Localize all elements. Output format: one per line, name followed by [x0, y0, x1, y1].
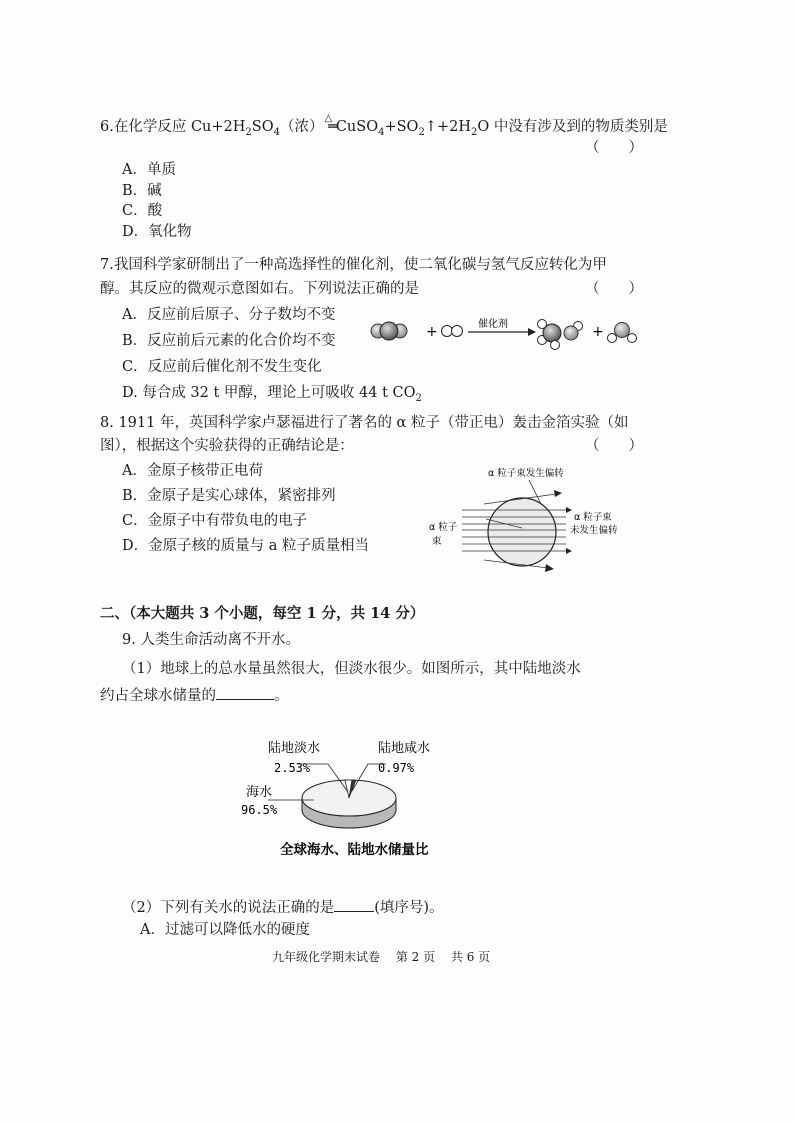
rutherford-figure	[424, 464, 654, 584]
gold-atom	[488, 498, 556, 566]
q8-option-d: D．金原子核的质量与 a 粒子质量相当	[122, 538, 369, 554]
q6-stem: 6.在化学反应 $Cu+2H_2SO_4$（浓） △ $═CuSO_4+SO_2↑+2H_2O$ 中没有涉及到的物质类别是	[100, 117, 668, 139]
q6-option-b: B．碱	[122, 183, 162, 199]
q8-option-c: C．金原子中有带负电的电子	[122, 513, 308, 529]
fig-label-left-1: α 粒子	[429, 522, 458, 533]
pie-sea-label: 海水	[246, 785, 273, 800]
q6-option-a: A．单质	[122, 162, 176, 178]
q6-option-c: C．酸	[122, 203, 163, 219]
catalyst-label: 催化剂	[478, 319, 508, 330]
reaction-diagram	[368, 312, 648, 352]
co2-molecule	[371, 322, 407, 340]
pie-fresh-label: 陆地淡水	[268, 741, 321, 756]
pie-salt-value: 0.97%	[378, 761, 415, 775]
q8-stem-line1: 8. 1911 年，英国科学家卢瑟福进行了著名的 α 粒子（带正电）轰击金箔实验（如	[100, 415, 629, 431]
section2-title: 二、（本大题共 3 个小题，每空 1 分，共 14 分）	[100, 605, 425, 622]
q7-option-b: B．反应前后元素的化合价均不变	[122, 333, 336, 349]
plus-sign-2: +	[592, 324, 604, 340]
heat-symbol: △	[324, 113, 333, 124]
q8-answer-paren: （ ）	[585, 438, 643, 454]
h2-molecule	[442, 326, 463, 337]
plus-sign-1: +	[426, 324, 438, 340]
fig-label-right-2: 未发生偏转	[570, 525, 618, 536]
pie-fresh-value: 2.53%	[274, 761, 311, 775]
q8-option-b: B．金原子是实心球体，紧密排列	[122, 488, 336, 504]
q9-part1-line2: 约占全球水储量的 。	[100, 685, 289, 706]
fig-label-deflected: α 粒子束发生偏转	[488, 468, 564, 479]
pie-salt-label: 陆地咸水	[378, 741, 431, 756]
q7-stem-line2: 醇。其反应的微观示意图如右。下列说法正确的是	[100, 281, 419, 297]
q8-stem-line2: 图），根据这个实验获得的正确结论是：	[100, 438, 354, 454]
fig-label-left-2: 束	[432, 536, 442, 547]
q8-option-a: A．金原子核带正电荷	[122, 463, 263, 479]
q7-stem-line1: 7.我国科学家研制出了一种高选择性的催化剂，使二氧化碳与氢气反应转化为甲	[100, 257, 607, 273]
pie-sea-value: 96.5%	[241, 803, 278, 817]
q6-answer-paren: （ ）	[585, 140, 643, 156]
page-footer: 九年级化学期末试卷 第 2 页 共 6 页	[272, 950, 491, 964]
q9-part1-blank[interactable]	[216, 685, 274, 700]
q9-part2: （2）下列有关水的说法正确的是 (填序号)。	[122, 897, 444, 918]
q9-part1-line1: （1）地球上的总水量虽然很大，但淡水很少。如图所示，其中陆地淡水	[122, 661, 581, 677]
q9-part2-blank[interactable]	[334, 897, 374, 912]
water-pie-chart	[238, 736, 498, 866]
q7-option-d: D. 每合成 32 t 甲醇，理论上可吸收 44 t $CO_2$	[122, 385, 422, 404]
q6-option-d: D．氧化物	[122, 224, 192, 240]
q7-answer-paren: （ ）	[585, 281, 643, 297]
q7-option-a: A．反应前后原子、分子数均不变	[122, 307, 336, 323]
fig-label-right-1: α 粒子束	[574, 512, 612, 523]
pie-caption: 全球海水、陆地水储量比	[280, 842, 429, 858]
q9-part2-option-a: A．过滤可以降低水的硬度	[140, 922, 310, 938]
q7-option-c: C．反应前后催化剂不发生变化	[122, 359, 322, 375]
q9-stem: 9. 人类生命活动离不开水。	[122, 632, 300, 648]
methanol-molecule	[538, 320, 583, 350]
water-molecule	[608, 323, 637, 343]
